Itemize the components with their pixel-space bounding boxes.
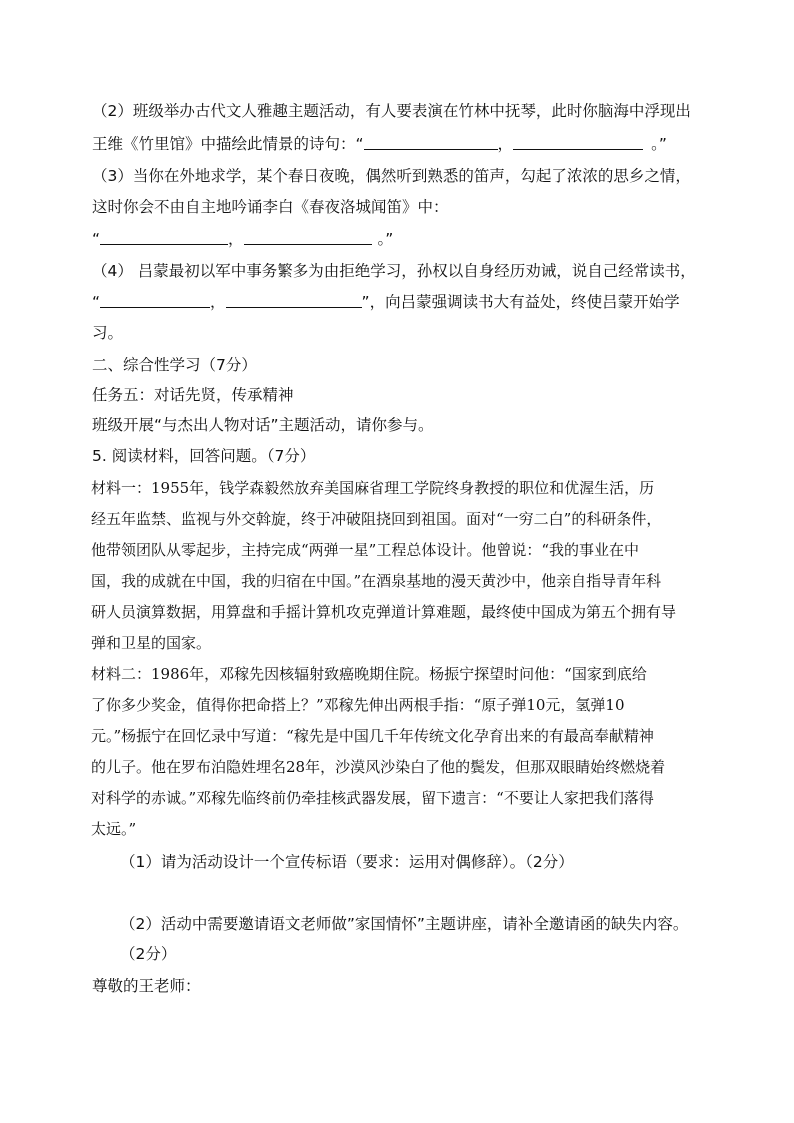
material-1-line: 国，我的成就在中国，我的归宿在中国。”在酒泉基地的漫天黄沙中，他亲自指导青年科 bbox=[91, 572, 662, 590]
answer-blank[interactable] bbox=[513, 134, 643, 150]
sub-question-2: （2）活动中需要邀请语文老师做”家国情怀”主题讲座，请补全邀请函的缺失内容。 bbox=[120, 915, 689, 933]
letter-salutation: 尊敬的王老师： bbox=[92, 977, 201, 995]
material-1-line: 弹和卫星的国家。 bbox=[91, 634, 212, 652]
section-heading: 二、综合性学习（7分） bbox=[92, 356, 257, 374]
q2-line-1: （2）班级举办古代文人雅趣主题活动，有人要表演在竹林中抚琴，此时你脑海中浮现出 bbox=[92, 102, 691, 120]
sub-question-2-score: （2分） bbox=[120, 945, 177, 963]
material-2-line: 了你多少奖金，值得你把命搭上？”邓稼先伸出两根手指：“原子弹10元，氢弹10 bbox=[91, 696, 625, 714]
material-2-line: 对科学的赤诚。”邓稼先临终前仍牵挂核武器发展，留下遗言：“不要让人家把我们落得 bbox=[91, 789, 654, 807]
opening-quote: “ bbox=[92, 293, 101, 311]
q4-line-1: （4） 吕蒙最初以军中事务繁多为由拒绝学习，孙权以自身经历劝诫，说自己经常读书， bbox=[92, 262, 696, 280]
comma: ， bbox=[228, 230, 244, 248]
answer-blank[interactable] bbox=[364, 134, 498, 150]
q3-line-3 bbox=[92, 229, 393, 249]
answer-blank[interactable] bbox=[100, 229, 228, 245]
answer-blank[interactable] bbox=[244, 229, 372, 245]
answer-blank[interactable] bbox=[226, 292, 362, 308]
comma: ， bbox=[497, 135, 514, 153]
closing-quote: 。” bbox=[377, 230, 394, 248]
material-2-line: 元。”杨振宁在回忆录中写道：“稼先是中国几千年传统文化孕育出来的有最高奉献精神 bbox=[91, 727, 654, 745]
material-1-line: 研人员演算数据，用算盘和手摇计算机攻克弹道计算难题，最终使中国成为第五个拥有导 bbox=[91, 603, 677, 621]
q3-line-2: 这时你会不由自主地吟诵李白《春夜洛城闻笛》中： bbox=[92, 198, 449, 216]
q4-line-3: 习。 bbox=[92, 324, 124, 342]
answer-blank[interactable] bbox=[100, 292, 210, 308]
q4-line-2-tail: ”，向吕蒙强调读书大有益处，终使吕蒙开始学 bbox=[361, 293, 680, 311]
material-1-line: 材料一：1955年，钱学森毅然放弃美国麻省理工学院终身教授的职位和优渥生活，历 bbox=[91, 479, 655, 497]
q4-line-2 bbox=[92, 292, 680, 312]
sub-question-1: （1）请为活动设计一个宣传标语（要求：运用对偶修辞）。（2分） bbox=[120, 853, 574, 871]
question-5: 5. 阅读材料，回答问题。（7分） bbox=[92, 447, 316, 465]
material-1-line: 经五年监禁、监视与外交斡旋，终于冲破阻挠回到祖国。面对“一穷二白”的科研条件， bbox=[91, 510, 662, 528]
material-2-line: 太远。” bbox=[91, 820, 137, 838]
material-1-line: 他带领团队从零起步，主持完成“两弹一星”工程总体设计。他曾说：“我的事业在中 bbox=[91, 541, 640, 559]
material-2-line: 的儿子。他在罗布泊隐姓埋名28年，沙漠风沙染白了他的鬓发，但那双眼睛始终燃烧着 bbox=[91, 758, 666, 776]
q3-line-1: （3）当你在外地求学，某个春日夜晚，偶然听到熟悉的笛声，勾起了浓浓的思乡之情， bbox=[92, 167, 691, 185]
activity-intro: 班级开展“与杰出人物对话”主题活动，请你参与。 bbox=[92, 416, 434, 434]
task-title: 任务五：对话先贤，传承精神 bbox=[92, 386, 294, 404]
q2-prompt: 王维《竹里馆》中描绘此情景的诗句：“ bbox=[92, 135, 364, 153]
material-2-line: 材料二：1986年，邓稼先因核辐射致癌晚期住院。杨振宁探望时问他：“国家到底给 bbox=[91, 665, 647, 683]
closing-quote: 。” bbox=[651, 135, 667, 153]
comma: ， bbox=[210, 293, 226, 311]
q2-line-2 bbox=[92, 134, 667, 154]
opening-quote: “ bbox=[92, 230, 101, 248]
